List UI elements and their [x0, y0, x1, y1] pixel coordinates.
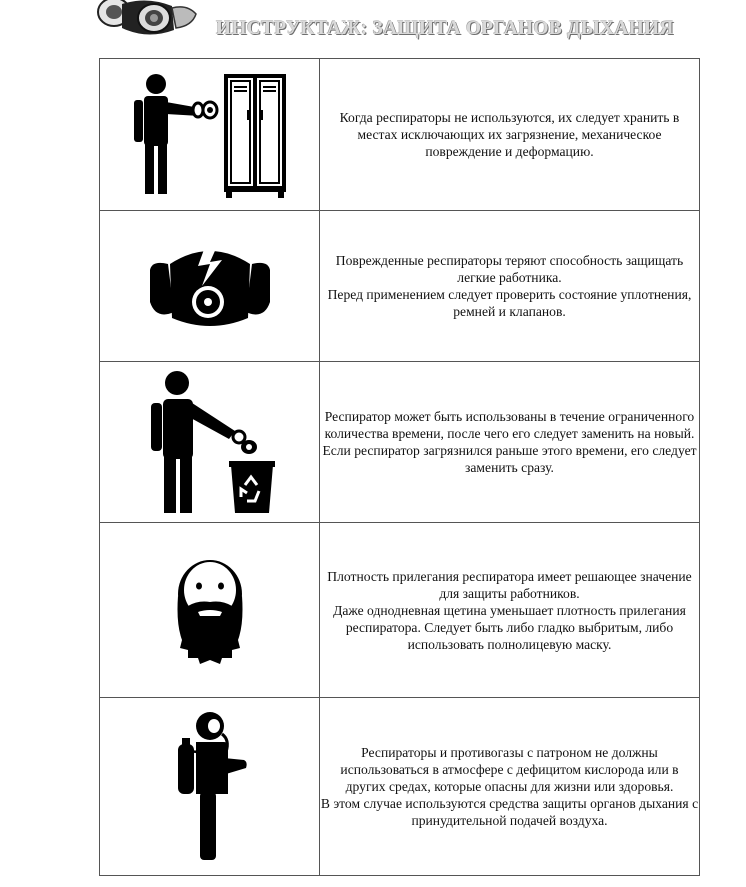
table-row: [100, 698, 700, 876]
bearded-face-icon: [172, 554, 248, 666]
damaged-respirator-icon: [148, 242, 272, 330]
page-header: [0, 0, 746, 56]
table-row: [100, 523, 700, 698]
icon-cell: [100, 211, 320, 362]
respirator-logo-icon: [92, 0, 202, 42]
page-title: ИНСТРУКТАЖ: ЗАЩИТА ОРГАНОВ ДЫХАНИЯ: [216, 18, 674, 39]
instruction-text-cell: Плотность прилегания респиратора имеет решающее значение для защиты работников. Даже однодневная щетина уменьшает плотность прилегания респиратора. Следует быть либо гладко выбритым, либо использовать полнолицевую маску.: [320, 523, 700, 698]
icon-cell: [100, 59, 320, 211]
table-row: [100, 211, 700, 362]
instruction-text-cell: Когда респираторы не используются, их следует хранить в местах исключающих их загрязнение, механическое повреждение и деформацию.: [320, 59, 700, 211]
table-row: [100, 362, 700, 523]
person-storing-respirator-in-locker-icon: [130, 70, 290, 200]
table-row: [100, 59, 700, 211]
instruction-text-cell: Поврежденные респираторы теряют способность защищать легкие работника. Перед применением следует проверить состояние уплотнения, ремней и клапанов.: [320, 211, 700, 362]
icon-cell: [100, 523, 320, 698]
person-with-air-tank-icon: [170, 712, 250, 862]
instruction-text-cell: Респираторы и противогазы с патроном не должны использоваться в атмосфере с дефицитом кислорода или в других средах, которые опасны для жизни или здоровья. В этом случае используются средства защиты органов дыхания с принудительной подачей воздуха.: [320, 698, 700, 876]
person-disposing-respirator-icon: [145, 369, 275, 515]
icon-cell: [100, 362, 320, 523]
instruction-text-cell: Респиратор может быть использованы в течение ограниченного количества времени, после чего его следует заменить на новый. Если респиратор загрязнился раньше этого времени, его следует заменить сразу.: [320, 362, 700, 523]
instruction-table: [99, 58, 700, 876]
icon-cell: [100, 698, 320, 876]
